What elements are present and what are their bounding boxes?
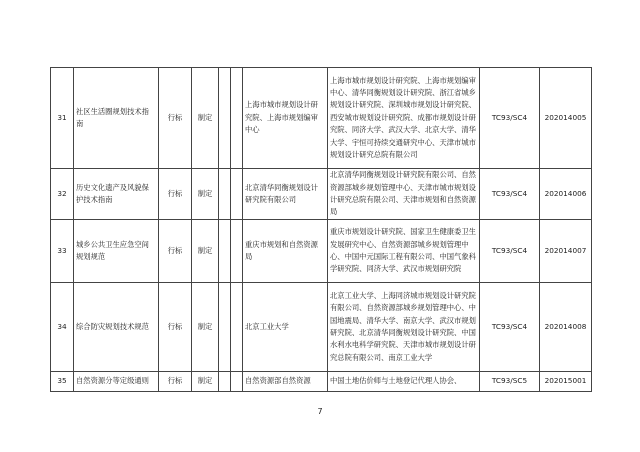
revision-mode: 制定: [192, 372, 219, 392]
empty-cell: [231, 68, 243, 169]
participating-organizations: 中国土地估价师与土地登记代理人协会、: [328, 372, 480, 392]
standard-type: 行标: [159, 372, 192, 392]
lead-organization: 重庆市规划和自然资源局: [243, 220, 328, 283]
plan-number: 202014008: [540, 283, 592, 372]
empty-cell: [219, 68, 231, 169]
standard-type: 行标: [159, 68, 192, 169]
standard-name: 社区生活圈规划技术指南: [74, 68, 159, 169]
row-number: 33: [51, 220, 74, 283]
table-row: [51, 169, 592, 220]
technical-committee: TC93/SC5: [480, 372, 540, 392]
lead-organization: 北京工业大学: [243, 283, 328, 372]
row-number: 31: [51, 68, 74, 169]
standards-table: [50, 67, 592, 392]
row-number: 35: [51, 372, 74, 392]
row-number: 32: [51, 169, 74, 220]
row-number: 34: [51, 283, 74, 372]
lead-organization: 上海市城市规划设计研究院、上海市规划编审中心: [243, 68, 328, 169]
revision-mode: 制定: [192, 283, 219, 372]
lead-organization: 自然资源部自然资源: [243, 372, 328, 392]
technical-committee: TC93/SC4: [480, 169, 540, 220]
standard-type: 行标: [159, 283, 192, 372]
standard-type: 行标: [159, 220, 192, 283]
empty-cell: [219, 283, 231, 372]
standard-name: 历史文化遗产及风貌保护技术指南: [74, 169, 159, 220]
standard-name: 自然资源分等定级通则: [74, 372, 159, 392]
table-row: [51, 372, 592, 392]
empty-cell: [219, 220, 231, 283]
participating-organizations: 上海市城市规划设计研究院、上海市规划编审中心、清华同衡规划设计研究院、浙江省城乡规划设计研究院、深圳城市规划设计研究院、西安城市规划设计研究院、成都市规划设计研究院、同济大学、武汉大学、北京大学、清华大学、宇恒可持续交通研究中心、天津市城市规划设计研究总院有限公司: [328, 68, 480, 169]
lead-organization: 北京清华同衡规划设计研究院有限公司: [243, 169, 328, 220]
standard-type: 行标: [159, 169, 192, 220]
revision-mode: 制定: [192, 220, 219, 283]
plan-number: 202015001: [540, 372, 592, 392]
empty-cell: [231, 283, 243, 372]
standard-name: 综合防灾规划技术规范: [74, 283, 159, 372]
empty-cell: [219, 372, 231, 392]
revision-mode: 制定: [192, 169, 219, 220]
table-row: [51, 220, 592, 283]
table-row: [51, 68, 592, 169]
empty-cell: [219, 169, 231, 220]
technical-committee: TC93/SC4: [480, 220, 540, 283]
participating-organizations: 重庆市规划设计研究院、国家卫生健康委卫生发展研究中心、自然资源部城乡规划管理中心、中国中元国际工程有限公司、中国气象科学研究院、同济大学、武汉市规划研究院: [328, 220, 480, 283]
empty-cell: [231, 372, 243, 392]
plan-number: 202014007: [540, 220, 592, 283]
technical-committee: TC93/SC4: [480, 68, 540, 169]
technical-committee: TC93/SC4: [480, 283, 540, 372]
participating-organizations: 北京工业大学、上海同济城市规划设计研究院有限公司、自然资源部城乡规划管理中心、中国地震局、清华大学、南京大学、武汉市规划研究院、北京清华同衡规划设计研究院、中国水利水电科学研究院、天津市城市规划设计研究总院有限公司、南京工业大学: [328, 283, 480, 372]
revision-mode: 制定: [192, 68, 219, 169]
plan-number: 202014005: [540, 68, 592, 169]
page-number: 7: [317, 407, 323, 416]
table-row: [51, 283, 592, 372]
standard-name: 城乡公共卫生应急空间规划规范: [74, 220, 159, 283]
empty-cell: [231, 169, 243, 220]
participating-organizations: 北京清华同衡规划设计研究院有限公司、自然资源部城乡规划管理中心、天津市城市规划设计研究总院有限公司、天津市规划和自然资源局: [328, 169, 480, 220]
plan-number: 202014006: [540, 169, 592, 220]
empty-cell: [231, 220, 243, 283]
